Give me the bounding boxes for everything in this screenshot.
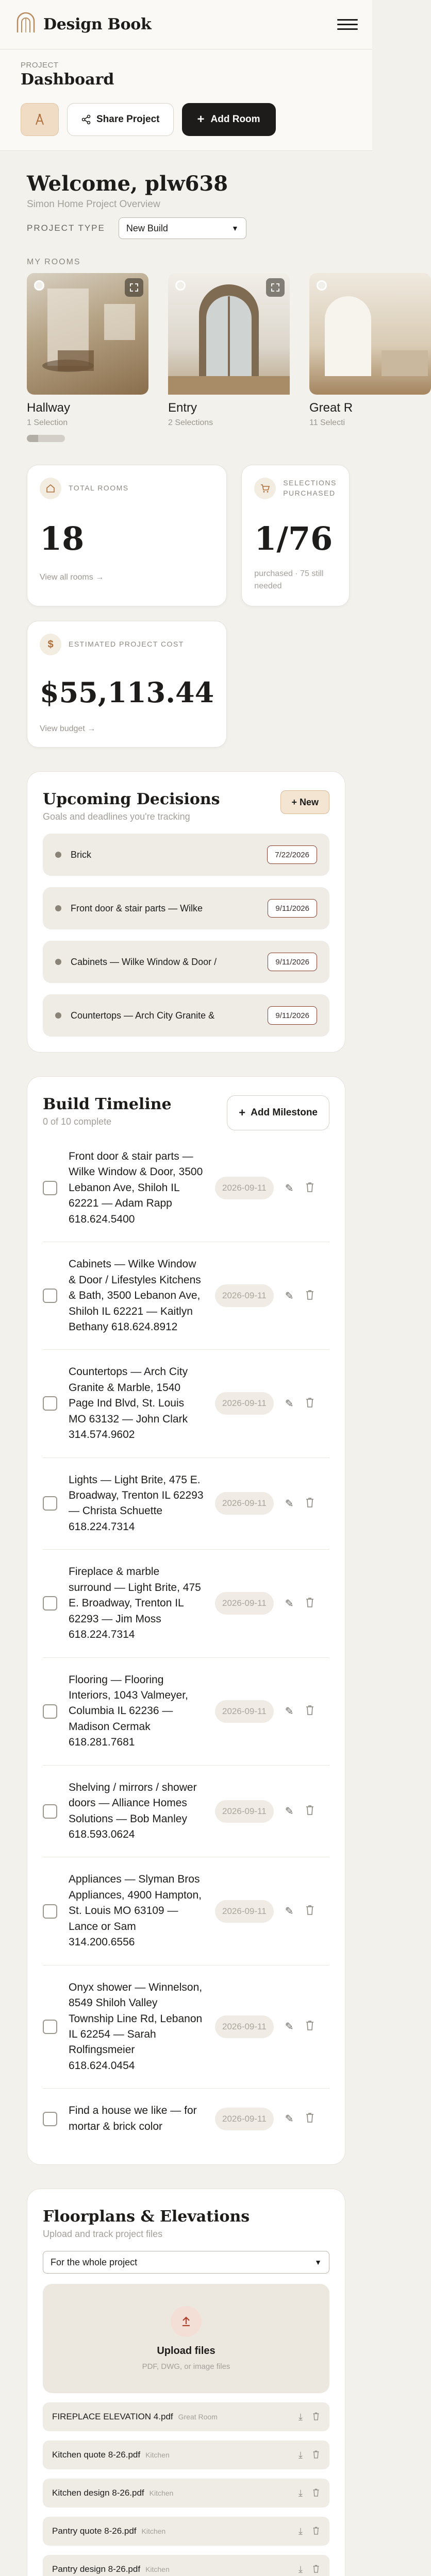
milestone-text: Shelving / mirrors / shower doors — Alliance Homes Solutions — Bob Manley 618.593.0624 [69, 1781, 197, 1840]
timeline-title: Build Timeline [43, 1095, 172, 1113]
file-row[interactable] [43, 2555, 329, 2576]
file-name[interactable]: Kitchen design 8-26.pdf [52, 2488, 144, 2498]
milestone-text: Flooring — Flooring Interiors, 1043 Valmeyer, Columbia IL 62236 — Madison Cermak 618.281.7681 [69, 1673, 188, 1749]
milestone-text: Find a house we like — for mortar & brick color [69, 2105, 197, 2132]
decision-item[interactable] [43, 834, 329, 876]
upcoming-decisions-card [27, 771, 345, 1053]
milestone-text: Front door & stair parts — Wilke Window & Door, 3500 Lebanon Ave, Shiloh IL 62221 — Adam Rapp 618.624.5400 [69, 1150, 203, 1225]
app-name: Design Book [43, 15, 152, 33]
project-type-select[interactable] [119, 217, 246, 239]
decision-bullet [55, 959, 61, 965]
trash-icon[interactable] [312, 2488, 320, 2497]
pencil-icon[interactable]: ✎ [285, 1398, 294, 1410]
room-card-entry[interactable] [168, 273, 290, 428]
milestone-text: Onyx shower — Winnelson, 8549 Shiloh Valley Township Line Rd, Lebanon IL 62254 — Sarah Rolfingsmeier 618.624.0454 [69, 1981, 203, 2072]
pencil-icon[interactable]: ✎ [285, 1182, 294, 1194]
timeline-item [43, 1766, 329, 1858]
cart-icon [254, 478, 276, 499]
milestone-text: Lights — Light Brite, 475 E. Broadway, Trenton IL 62293 — Christa Schuette 618.224.7314 [69, 1473, 204, 1533]
pencil-icon[interactable]: ✎ [285, 2021, 294, 2033]
milestone-date[interactable]: 2026-09-11 [215, 2015, 274, 2038]
room-card-great-room[interactable] [309, 273, 431, 428]
file-room-tag: Kitchen [145, 2451, 170, 2460]
expand-icon[interactable] [266, 278, 285, 297]
chevron-down-icon: ▼ [314, 2258, 322, 2267]
decision-text: Cabinets — Wilke Window & Door / [71, 956, 217, 967]
trash-icon[interactable] [305, 1289, 315, 1303]
file-actions [299, 2488, 320, 2499]
milestone-text: Appliances — Slyman Bros Appliances, 4900 Hampton, St. Louis MO 63109 — Lance or Sam 314.200.6556 [69, 1873, 202, 1948]
milestone-checkbox[interactable] [43, 1181, 57, 1195]
decision-item[interactable] [43, 994, 329, 1037]
selections-card [241, 465, 350, 606]
upload-icon [171, 2306, 202, 2337]
file-room-tag: Kitchen [141, 2527, 166, 2536]
file-scope-value: For the whole project [51, 2257, 138, 2267]
project-type-value: New Build [126, 223, 168, 233]
compass-icon [33, 113, 46, 126]
stats-grid [0, 442, 372, 748]
decision-text: Front door & stair parts — Wilke [71, 903, 203, 913]
my-rooms-label: MY ROOMS [27, 258, 81, 266]
timeline-item [43, 1242, 329, 1350]
pencil-icon[interactable]: ✎ [285, 1706, 294, 1718]
selections-value: 1/76 [254, 520, 333, 557]
milestone-date[interactable]: 2026-09-11 [215, 1592, 274, 1615]
milestone-checkbox[interactable] [43, 1596, 57, 1611]
pencil-icon[interactable]: ✎ [285, 1498, 294, 1510]
room-name: Entry [168, 401, 197, 415]
share-project-label: Share Project [96, 114, 160, 125]
file-row[interactable] [43, 2402, 329, 2431]
share-icon [81, 114, 91, 125]
room-photo [309, 273, 431, 395]
file-room-tag: Kitchen [145, 2565, 170, 2574]
upload-title: Upload files [157, 2345, 216, 2357]
rooms-carousel[interactable] [0, 273, 372, 428]
decision-date: 7/22/2026 [267, 845, 317, 864]
milestone-date[interactable]: 2026-09-11 [215, 1700, 274, 1723]
file-row[interactable] [43, 2441, 329, 2469]
milestone-date[interactable]: 2026-09-11 [215, 2108, 274, 2130]
decision-item[interactable] [43, 887, 329, 929]
rooms-scroll-indicator[interactable] [27, 435, 65, 442]
top-bar [0, 0, 372, 49]
timeline-item [43, 1458, 329, 1550]
timeline-item [43, 1658, 329, 1766]
new-decision-button[interactable]: + New [280, 790, 329, 814]
file-row[interactable] [43, 2517, 329, 2546]
file-scope-select[interactable] [43, 2251, 329, 2274]
room-card-hallway[interactable] [27, 273, 148, 428]
file-row[interactable] [43, 2479, 329, 2507]
decisions-subtitle: Goals and deadlines you're tracking [43, 811, 190, 822]
room-select-dot[interactable] [34, 280, 44, 291]
floorplan-button[interactable] [21, 103, 59, 136]
floorplans-card [27, 2189, 345, 2576]
expand-icon[interactable] [125, 278, 143, 297]
pencil-icon[interactable]: ✎ [285, 2113, 294, 2125]
room-name: Hallway [27, 401, 71, 415]
file-actions [299, 2450, 320, 2461]
selections-label: SELECTIONS PURCHASED [283, 479, 337, 497]
cost-value: $55,113.44 [40, 676, 214, 709]
plus-icon: + [239, 1106, 246, 1119]
pencil-icon[interactable]: ✎ [285, 1906, 294, 1918]
decision-date: 9/11/2026 [268, 1006, 317, 1025]
upload-dropzone[interactable] [43, 2284, 329, 2393]
trash-icon[interactable] [312, 2412, 320, 2421]
share-project-button[interactable] [67, 103, 174, 136]
milestone-date[interactable]: 2026-09-11 [215, 1177, 274, 1199]
page-eyebrow: PROJECT [21, 61, 59, 70]
timeline-list [43, 1134, 329, 2149]
project-type-row [27, 217, 345, 239]
download-icon[interactable]: ⤓ [299, 2526, 303, 2536]
file-actions [299, 2526, 320, 2537]
room-photo [27, 273, 148, 395]
file-actions [299, 2412, 320, 2422]
milestone-checkbox[interactable] [43, 1804, 57, 1819]
download-icon[interactable]: ⤓ [299, 2487, 303, 2498]
total-rooms-value: 18 [40, 520, 85, 557]
upload-hint: PDF, DWG, or image files [142, 2362, 230, 2371]
file-actions [299, 2564, 320, 2575]
build-timeline-card [27, 1076, 345, 2165]
milestone-date[interactable]: 2026-09-11 [215, 1800, 274, 1823]
brand[interactable] [14, 12, 151, 37]
trash-icon[interactable] [305, 1804, 315, 1818]
cost-label: ESTIMATED PROJECT COST [69, 640, 184, 649]
milestone-checkbox[interactable] [43, 1904, 57, 1919]
rooms-icon [40, 478, 61, 499]
trash-icon[interactable] [305, 1904, 315, 1918]
file-name[interactable]: Kitchen quote 8-26.pdf [52, 2450, 141, 2460]
decision-bullet [55, 1012, 61, 1019]
decision-date: 9/11/2026 [268, 953, 317, 971]
milestone-checkbox[interactable] [43, 1704, 57, 1719]
timeline-item [43, 1550, 329, 1657]
decision-item[interactable] [43, 941, 329, 983]
file-name[interactable]: Pantry quote 8-26.pdf [52, 2526, 137, 2536]
trash-icon[interactable] [305, 1597, 315, 1611]
download-icon[interactable]: ⤓ [299, 2564, 303, 2574]
decision-text: Countertops — Arch City Granite & [71, 1010, 215, 1021]
plus-icon: + [197, 112, 205, 126]
timeline-item [43, 1350, 329, 1458]
add-room-label: Add Room [210, 114, 260, 125]
milestone-checkbox[interactable] [43, 1396, 57, 1411]
file-name[interactable]: Pantry design 8-26.pdf [52, 2564, 141, 2574]
file-name[interactable]: FIREPLACE ELEVATION 4.pdf [52, 2412, 173, 2422]
room-select-dot[interactable] [175, 280, 186, 291]
page-header [0, 49, 372, 151]
cost-card[interactable] [27, 621, 227, 748]
file-list [43, 2402, 329, 2576]
room-selections: 11 Selecti [309, 418, 345, 427]
room-selections: 2 Selections [168, 418, 213, 427]
pencil-icon[interactable]: ✎ [285, 1290, 294, 1302]
room-selections: 1 Selection [27, 418, 68, 427]
milestone-checkbox[interactable] [43, 1289, 57, 1303]
milestone-text: Cabinets — Wilke Window & Door / Lifestyles Kitchens & Bath, 3500 Lebanon Ave, Shiloh IL 62221 — Kaitlyn Bethany 618.624.8912 [69, 1258, 201, 1333]
logo-arch-icon [14, 12, 37, 37]
trash-icon[interactable] [305, 2112, 315, 2126]
trash-icon[interactable] [312, 2526, 320, 2535]
trash-icon[interactable] [312, 2564, 320, 2573]
chevron-down-icon: ▼ [231, 224, 239, 232]
welcome-section [0, 151, 372, 239]
pencil-icon[interactable]: ✎ [285, 1598, 294, 1609]
trash-icon[interactable] [305, 1497, 315, 1511]
total-rooms-label: TOTAL ROOMS [69, 484, 129, 493]
menu-icon[interactable] [337, 16, 358, 33]
trash-icon[interactable] [305, 1704, 315, 1718]
decision-date: 9/11/2026 [268, 899, 317, 918]
room-name: Great R [309, 401, 353, 415]
file-room-tag: Kitchen [149, 2489, 174, 2498]
dollar-icon: $ [40, 634, 61, 655]
decision-bullet [55, 852, 61, 858]
total-rooms-card[interactable] [27, 465, 227, 606]
timeline-item [43, 1134, 329, 1242]
floorplans-subtitle: Upload and track project files [43, 2229, 163, 2240]
download-icon[interactable]: ⤓ [299, 2449, 303, 2460]
add-milestone-label: Add Milestone [251, 1107, 318, 1118]
milestone-checkbox[interactable] [43, 1496, 57, 1511]
header-actions [21, 103, 352, 136]
trash-icon[interactable] [305, 1181, 315, 1195]
add-milestone-button[interactable] [227, 1095, 329, 1130]
decisions-title: Upcoming Decisions [43, 790, 220, 808]
milestone-date[interactable]: 2026-09-11 [215, 1392, 274, 1415]
view-all-rooms-link[interactable]: View all rooms → [40, 573, 104, 582]
decision-bullet [55, 905, 61, 911]
trash-icon[interactable] [305, 2020, 315, 2033]
file-room-tag: Great Room [178, 2413, 218, 2421]
add-room-button[interactable] [182, 103, 276, 136]
selections-note: purchased · 75 still needed [254, 569, 324, 590]
milestone-text: Countertops — Arch City Granite & Marble, 1540 Page Ind Blvd, St. Louis MO 63132 — John Clark 314.574.9602 [69, 1366, 188, 1441]
pencil-icon[interactable]: ✎ [285, 1806, 294, 1818]
timeline-item [43, 2089, 329, 2149]
trash-icon[interactable] [305, 1397, 315, 1411]
download-icon[interactable]: ⤓ [299, 2411, 303, 2422]
milestone-date[interactable]: 2026-09-11 [215, 1492, 274, 1515]
milestone-checkbox[interactable] [43, 2112, 57, 2126]
welcome-greeting: Welcome, plw638 [27, 172, 228, 196]
milestone-date[interactable]: 2026-09-11 [215, 1284, 274, 1307]
trash-icon[interactable] [312, 2450, 320, 2459]
timeline-item [43, 1857, 329, 1965]
welcome-subtitle: Simon Home Project Overview [27, 199, 160, 210]
view-budget-link[interactable]: View budget → [40, 724, 96, 733]
milestone-date[interactable]: 2026-09-11 [215, 1900, 274, 1923]
page-title: Dashboard [21, 71, 114, 89]
room-photo [168, 273, 290, 395]
timeline-subtitle: 0 of 10 complete [43, 1116, 112, 1127]
milestone-text: Fireplace & marble surround — Light Brite, 475 E. Broadway, Trenton IL 62293 — Jim Moss 618.224.7314 [69, 1566, 201, 1641]
floorplans-title: Floorplans & Elevations [43, 2208, 250, 2226]
decision-text: Brick [71, 849, 91, 860]
project-type-label: PROJECT TYPE [27, 223, 105, 233]
timeline-item [43, 1965, 329, 2089]
room-select-dot[interactable] [317, 280, 327, 291]
milestone-checkbox[interactable] [43, 2020, 57, 2034]
